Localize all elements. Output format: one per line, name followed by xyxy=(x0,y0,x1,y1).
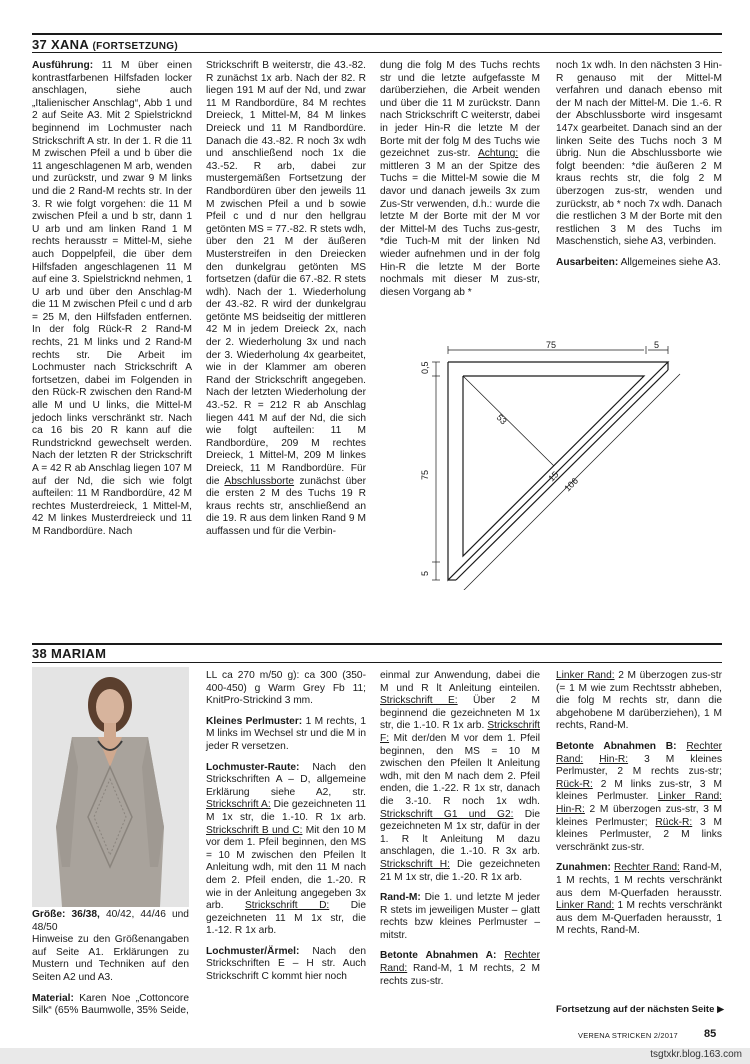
section-37-col-3-text-b: die mittleren 3 M an der Spitze des Tuchs = die Mittel-M sowie die M davor und danach jeweils 3x zum Zus-Str verwenden, d.h.: wurde die letzte M der Borte mit der M vor der Mittel-M des Tuchs zus-gestr, *die Tuch-M mit der linken Nd wieder aufnehmen und in der folg Hin-R die letzte M der Borte nochmals mit dieser M zus-str, diesen Vorgang ab * xyxy=(380,148,540,298)
betonte-abnahmen-a-text: Rand-M, 1 M rechts, 2 M rechts zus-str. xyxy=(380,963,540,987)
linker-rand-text-a: 2 M überzogen zus-str (= 1 M wie zum Rechtsstr abheben, die folg M rechts str, dann die abgehobene M darüberziehen), 1 M rechts, Rand-M. xyxy=(556,670,722,732)
betonte-abnahmen-b-heading: Betonte Abnahmen B: xyxy=(556,740,677,752)
section-38-top-rule xyxy=(32,643,722,645)
betonte-b-text-b: 2 M links zus-str, 3 M kleines Perlmuster. xyxy=(556,778,722,803)
lochmuster-raute-text-d: Die gezeichneten 11 M 1x str, die 1.-12. R 1x arb. xyxy=(206,900,366,937)
zunahmen-heading: Zunahmen: xyxy=(556,862,611,874)
material-text: Karen Noe „Cottoncore Silk“ (65% Baumwolle, 35% Seide, xyxy=(32,992,189,1017)
section-37-subtitle: (FORTSETZUNG) xyxy=(92,41,179,52)
ausarbeiten-text: Allgemeines siehe A3. xyxy=(620,256,721,268)
groesse-hint: Hinweise zu den Größenangaben auf Seite A1. Erklärungen zu Mustern und Techniken auf den Seiten A2 und A3. xyxy=(32,934,189,983)
section-37-col-4 xyxy=(556,60,722,278)
watermark-bar xyxy=(0,1048,750,1064)
section-37-col-1-text: 11 M über einen kontrastfarbenen Hilfsfaden locker anschlagen, siehe auch „Italienischer Anschlag“, Abb 1 und 2 auf Seite A3. Mit 2 Spielstricknd beginnend im Lochmuster nach Strickschrift A str. In der 1. R die 11 M zwischen Pfeil a und b über die 11 angeschlagenen M arb, wenden und zurückstr, und zwar 9 M links und die 2 Rand-M rechts str. In der 3. R wie folgt vorgehen: die 11 M zwischen Pfeil a und b str, dann 1 U arb und am linken Rand 1 M rechts herausstr = Mittel-M, siehe auch Doppelpfeil, die über dem Hilfsfaden angeschlagenen 11 M auf eine 3. Spielstricknd nehmen, 1 U arb und über den Anschlag-M die 11 M zwischen Pfeil c und d arb = 25 M, den Hilfsfaden entfernen. In der folg Rück-R 2 Rand-M rechts, 21 M links und 2 Rand-M rechts str. Die Arbeit im Lochmuster nach Strickschrift A fortsetzen, dabei im Folgenden in den Rück-R zwischen den Rand-M alle M und U links, die Mittel-M jedoch links verschränkt str. Nach ca 16 bis 20 R kann auf die Rundstricknd gewechselt werden. Nach der letzten R der Strickschrift A = 42 R ab Anschlag liegen 107 M auf der Nd, die sich wie folgt aufteilen: 11 M Randbordüre, 42 M rechtes Musterdreieck, 1 Mittel-M, 42 M linkes Musterdreieck und 11 M Randbordüre. Nach xyxy=(32,60,192,537)
material-heading: Material: xyxy=(32,992,74,1004)
kleines-perlmuster-heading: Kleines Perlmuster: xyxy=(206,715,303,727)
section-38-title: 38 MARIAM xyxy=(32,646,107,661)
section-37-name: 37 XANA xyxy=(32,37,89,52)
strickschrift-g-label: Strickschrift G1 und G2: xyxy=(380,808,514,820)
continued-note xyxy=(556,1004,724,1015)
schematic-outer-outline xyxy=(448,362,668,580)
betonte-abnahmen-a-heading: Betonte Abnahmen A: xyxy=(380,950,497,962)
betonte-b-text-c: 2 M überzogen zus-str, 3 M kleines Perlmuster; xyxy=(556,803,722,828)
section-37-col-3-text-a: dung die folg M des Tuchs rechts str und die letzte aufgefasste M darüberziehen, die Arbeit wenden und über die 11 M zurückstr. Dann nach Strickschrift C weiterstr, dabei in jeder Hin-R die letzte M der Borte mit der folg M des Tuchs wie gezeichnet zus-str. xyxy=(380,60,540,160)
page-number: 85 xyxy=(704,1028,717,1040)
col3-text-d: Die gezeichneten M 1x str, dafür in der 1. R lt Anleitung M dazu anschlagen, die 1.-10. R 3x arb. xyxy=(380,808,541,858)
rueck-r-label-1: Rück-R: xyxy=(556,778,593,790)
play-arrow-icon: ▶ xyxy=(717,1004,725,1015)
model-photo xyxy=(32,667,189,907)
schematic-diagonal-outer xyxy=(456,370,668,580)
groesse-other-sizes: 40/42, 44/46 und 48/50 xyxy=(32,909,189,933)
section-37-col-2-text-b: zunächst über die ersten 2 M des Tuchs 19 R kraus rechts str, anschließend an die 19. R aus dem linken Rand 9 M auffassen und für die Verbin- xyxy=(206,475,366,537)
magazine-name: VERENA STRICKEN 2/2017 xyxy=(578,1031,678,1040)
hin-r-label-1: Hin-R: xyxy=(599,753,629,765)
col3-text-e: Die gezeichneten 21 M 1x str, die 1.-20. R 1x arb. xyxy=(380,858,540,883)
hin-r-label-2: Hin-R: xyxy=(556,803,585,815)
rand-m-heading: Rand-M: xyxy=(380,892,421,904)
section-37-col-2 xyxy=(206,60,366,547)
section-38-col-4 xyxy=(556,670,722,946)
zunahmen-text-a: Rand-M, 1 M rechts, 1 M rechts verschränkt aus dem M-Querfaden herausstr. xyxy=(556,862,722,899)
rechter-rand-label-a: Rechter Rand: xyxy=(380,950,540,975)
achtung-label: Achtung: xyxy=(477,148,519,160)
strickschrift-a-label: Strickschrift A: xyxy=(206,799,271,811)
rueck-r-label-2: Rück-R: xyxy=(655,816,693,828)
lochmuster-raute-heading: Lochmuster-Raute: xyxy=(206,761,300,773)
groesse-first-size: 36/38, xyxy=(71,909,100,920)
section-38-col-2 xyxy=(206,670,366,992)
strickschrift-f-label: Strickschrift F: xyxy=(380,720,540,744)
lochmuster-raute-text-a: Nach den Strickschriften A – D, allgemeine Erklärung siehe A2, str. xyxy=(206,761,366,798)
label-left-75: 75 xyxy=(420,469,430,480)
linker-rand-label-a: Linker Rand: xyxy=(556,670,615,681)
section-37-col-2-text-a: Strickschrift B weiterstr, die 43.-82. R zunächst 1x arb. Nach der 82. R liegen 191 M auf der Nd, und zwar 11 M Randbordüre, 84 M rechtes Dreieck, 1 Mittel-M, 84 M linkes Dreieck und 11 M Randbordüre. Danach die 43.-82. R noch 3x wdh und anschließend noch 1x die 43.-52. R arb, dabei zur mustergemäßen Fortsetzung der Randbordüren über den jeweils 11 M zwischen Pfeil a und b sowie Pfeil c und d nur den hellgrau getönten MS = 77.-82. R stets wdh, über den 21 M der äußeren Musterstreifen in den Dreiecken den dunkelgrau getönten MS fortsetzen (dafür die 67.-82. R stets wdh). Nach der 1. Wiederholung der 43.-82. R wird der dunkelgrau getönte MS beidseitig der mittleren 42 M in jedem Dreieck 2x, nach der 2. Wiederholung 3x und nach der 3. Wiederholung 4x gearbeitet, wie in der Klammer am oberen Rand der Strickschrift angegeben. Nach der letzten Wiederholung der 43.-52. R = 212 R ab Anschlag liegen 441 M auf der Nd, die sich wie folgt aufteilen: 11 M Randbordüre, 209 M rechtes Dreieck, 1 Mittel-M, 209 M linkes Dreieck, 11 M Randbordüre. Für die xyxy=(206,60,366,487)
label-diag-53: 53 xyxy=(494,412,509,427)
abschlussborte-label: Abschlussborte xyxy=(224,475,295,487)
strickschrift-bc-label: Strickschrift B und C: xyxy=(206,824,303,836)
col3-text-c: Mit der/den M vor dem 1. Pfeil beginnen, den MS = 10 M zwischen den Pfeilen lt Anleitung wdh, mit den M nach dem 2. Pfeil enden, die 1.-22. R 1x str, danach die 3.-10. R noch 1x wdh. xyxy=(380,732,540,807)
label-top-75: 75 xyxy=(546,340,557,350)
continued-text: Fortsetzung auf der nächsten Seite xyxy=(556,1004,715,1015)
betonte-b-text-a: 3 M kleines Perlmuster, 2 M rechts zus-str; xyxy=(556,753,722,778)
rand-m-text: Die 1. und letzte M jeder R stets im jeweiligen Muster – glatt rechts bzw kleines Perlmuster – mitstr. xyxy=(380,892,540,941)
lochmuster-aermel-text: Nach den Strickschriften E – H str. Auch Strickschrift C kommt hier noch xyxy=(206,945,366,983)
section-37-col-3 xyxy=(380,60,540,307)
zunahmen-text-b: 1 M rechts verschränkt aus dem M-Querfaden herausstr, 1 M rechts, Rand-M. xyxy=(556,900,722,937)
model-photo-illustration xyxy=(32,667,189,907)
strickschrift-e-label: Strickschrift E: xyxy=(380,695,458,707)
lochmuster-raute-text-b: Die gezeichneten 11 M 1x str, die 1.-10. R 1x arb. xyxy=(206,799,366,823)
strickschrift-d-label: Strickschrift D: xyxy=(245,900,330,912)
groesse-heading: Größe: xyxy=(32,909,66,920)
betonte-b-text-d: 3 M kleines Perlmuster, 2 M links verschränkt zus-str. xyxy=(556,816,722,853)
label-diag-106: 106 xyxy=(562,475,581,494)
section-37-top-rule xyxy=(32,33,722,35)
kleines-perlmuster-text: 1 M rechts, 1 M links im Wechsel str und die M in jeder R versetzen. xyxy=(206,715,366,752)
dim-diag-53 xyxy=(463,376,554,466)
section-37-title-underline xyxy=(32,52,722,53)
label-left-5: 5 xyxy=(420,570,430,576)
material-continued: LL ca 270 m/50 g): ca 300 (350-400-450) g Warm Grey Fb 11; KnitPro-Strickind 3 mm. xyxy=(206,670,366,707)
rechter-rand-label-b: Rechter Rand: xyxy=(556,740,722,765)
ausarbeiten-heading: Ausarbeiten: xyxy=(556,256,619,268)
rechter-rand-label-z: Rechter Rand: xyxy=(613,862,680,874)
section-37-col-1 xyxy=(32,60,192,547)
strickschrift-h-label: Strickschrift H: xyxy=(380,858,450,870)
ausfuehrung-heading: Ausführung: xyxy=(32,60,94,71)
lochmuster-raute-text-c: Mit den 10 M vor dem 1. Pfeil beginnen, den MS = 10 M zwischen den Pfeilen lt Anleitung wdh, mit den 11 M nach dem 2. Pfeil enden, die 1.-20. R wie in der Anleitung angegeben 3x arb. xyxy=(206,824,366,912)
section-37-title xyxy=(32,37,178,52)
linker-rand-label-z: Linker Rand: xyxy=(556,900,615,912)
section-38-title-underline xyxy=(32,662,722,663)
watermark-text: tsgtxkr.blog.163.com xyxy=(650,1049,742,1060)
label-diag-15: 15 xyxy=(546,469,561,484)
label-top-5: 5 xyxy=(654,340,660,350)
shawl-schematic xyxy=(418,340,718,590)
section-37-col-4-text: noch 1x wdh. In den nächsten 3 Hin-R genauso mit der Mittel-M verfahren und danach ebenso mit der M nach der Mittel-M. Die 1.-6. R der Abschlussborte wird insgesamt 147x gearbeitet. Danach sind an der linken Seite des Tuchs noch 3 M übrig. Nun die Abschlussborte wie folgt beenden: *die äußeren 2 M kraus rechts str, die folg 2 M überzogen zus-str, wenden und zurückstr, ab * noch 7x wdh. Danach die restlichen 3 M der Borte mit den restlichen 3 M des Tuchs im Maschenstich, siehe A3, verbinden. xyxy=(556,60,722,248)
linker-rand-label-b: Linker Rand: xyxy=(657,791,722,803)
section-38-col-1 xyxy=(32,909,189,1026)
col3-text-b: Über 2 M beginnend die gezeichneten M 1x str, die 1.-10. R 1x arb. xyxy=(380,695,540,732)
lochmuster-aermel-heading: Lochmuster/Ärmel: xyxy=(206,945,300,957)
col3-text-a: einmal zur Anwendung, dabei die M und R lt Anleitung einteilen. xyxy=(380,670,540,694)
section-38-col-3 xyxy=(380,670,540,996)
label-left-05: 0,5 xyxy=(420,361,430,374)
